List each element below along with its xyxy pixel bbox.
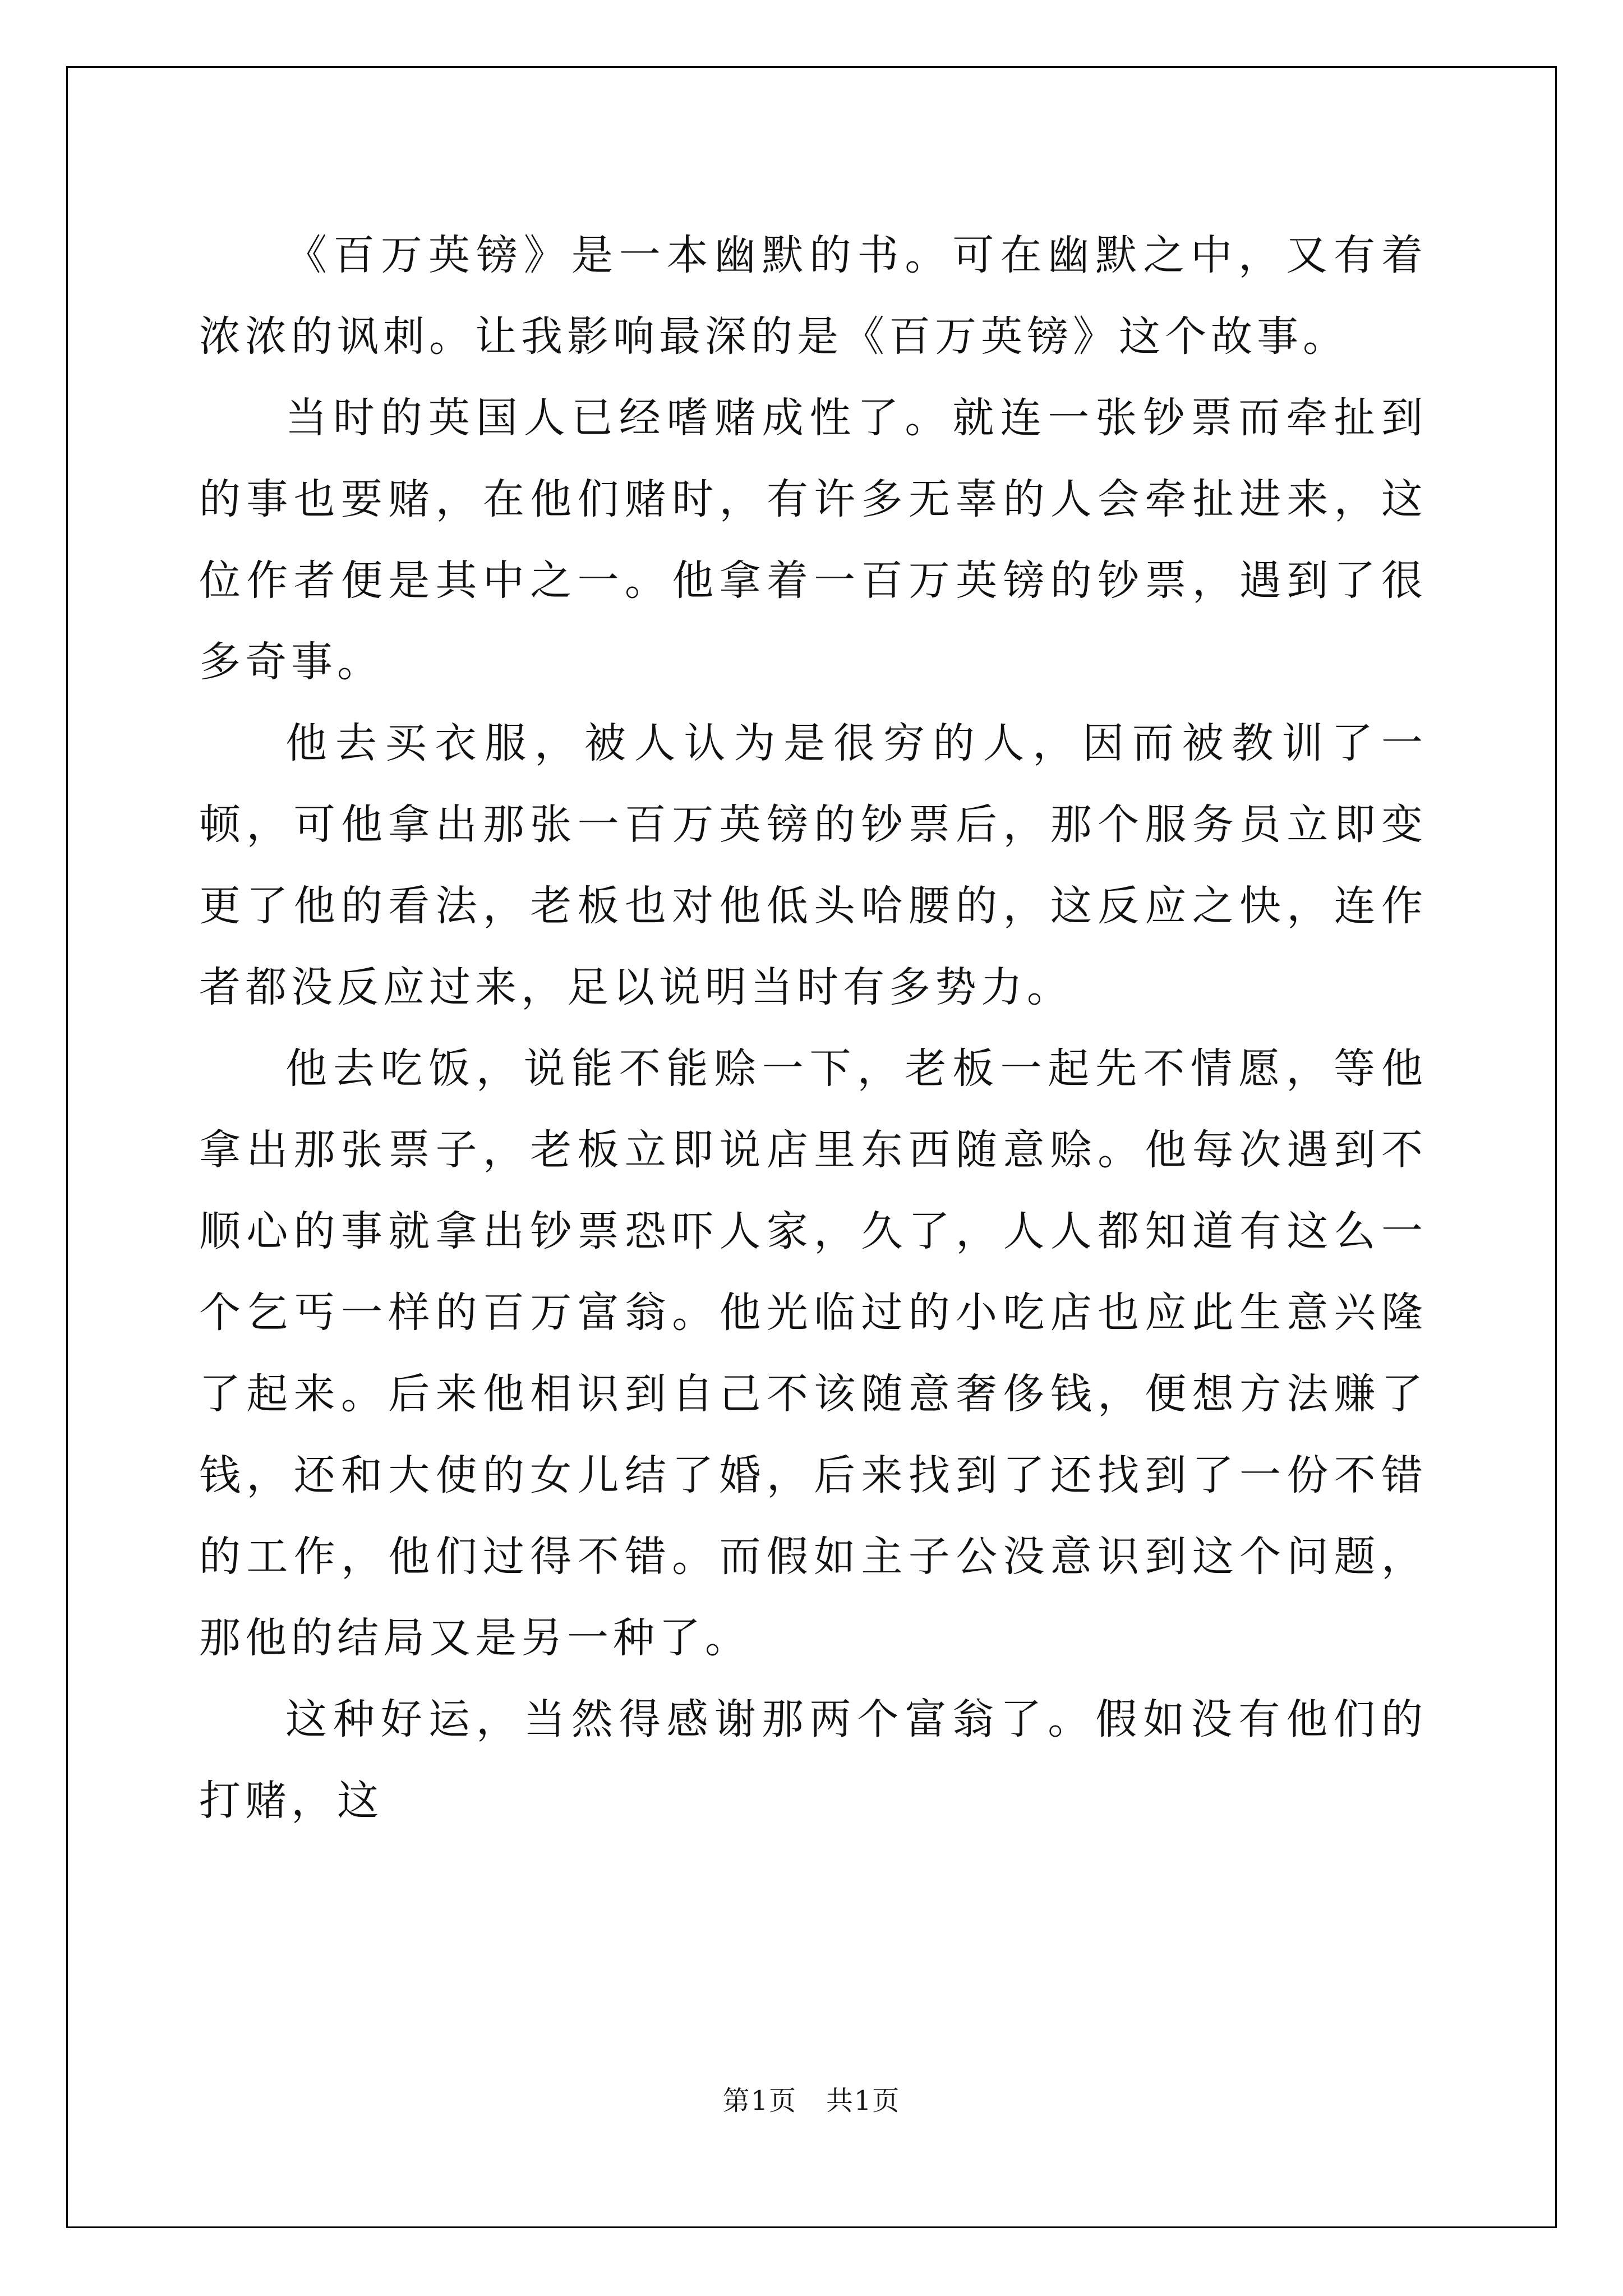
paragraph-5: 这种好运，当然得感谢那两个富翁了。假如没有他们的打赌，这 — [199, 1695, 1427, 1825]
paragraph-4: 他去吃饭，说能不能赊一下，老板一起先不情愿，等他拿出那张票子，老板立即说店里东西随意赊。他每次遇到不顺心的事就拿出钞票恐吓人家，久了，人人都知道有这么一个乞丐一样的百万富翁。他光临过的小吃店也应此生意兴隆了起来。后来他相识到自己不该随意奢侈钱，便想方法赚了钱，还和大使的女儿结了婚，后来找到了还找到了一份不错的工作，他们过得不错。而假如主子公没意识到这个问题，那他的结局又是另一种了。 — [199, 1045, 1427, 1662]
page-number: 第1页 — [722, 2085, 797, 2116]
page-total: 共1页 — [826, 2085, 901, 2116]
paragraph-2: 当时的英国人已经嗜赌成性了。就连一张钞票而牵扯到的事也要赌，在他们赌时，有许多无辜的人会牵扯进来，这位作者便是其中之一。他拿着一百万英镑的钞票，遇到了很多奇事。 — [199, 394, 1427, 686]
paragraph-1: 《百万英镑》是一本幽默的书。可在幽默之中，又有着浓浓的讽刺。让我影响最深的是《百万英镑》这个故事。 — [199, 231, 1427, 361]
paragraph-3: 他去买衣服，被人认为是很穷的人，因而被教训了一顿，可他拿出那张一百万英镑的钞票后，那个服务员立即变更了他的看法，老板也对他低头哈腰的，这反应之快，连作者都没反应过来，足以说明当时有多势力。 — [199, 719, 1427, 1011]
page-footer — [0, 2079, 1623, 2118]
document-body — [199, 215, 1427, 1842]
